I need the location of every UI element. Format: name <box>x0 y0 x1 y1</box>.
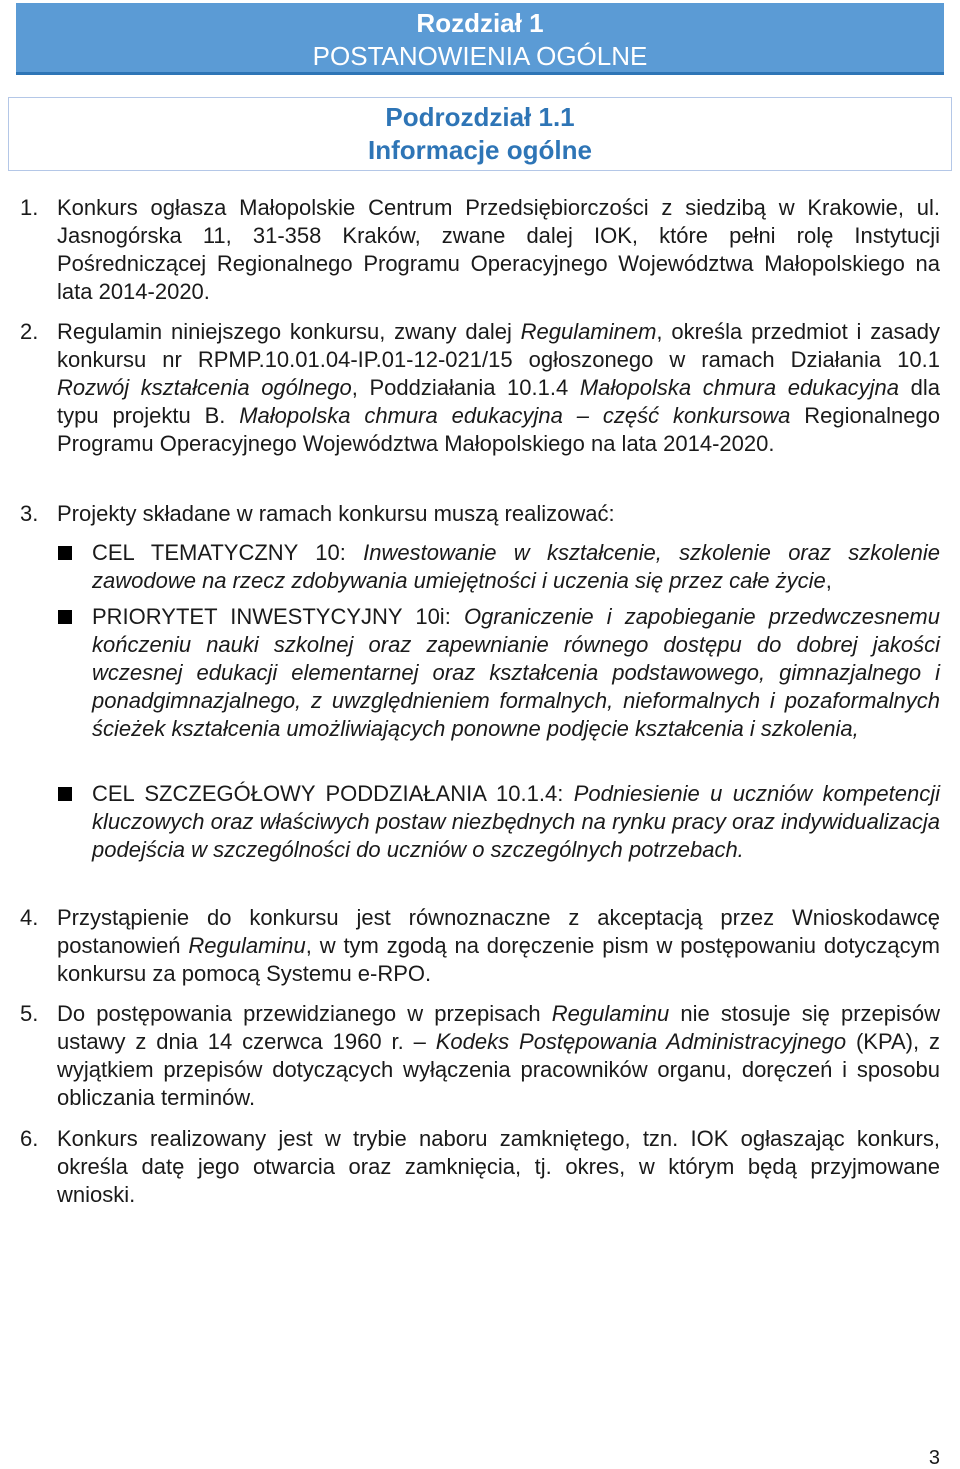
item-6-text: Konkurs realizowany jest w trybie naboru zamkniętego, tzn. IOK ogłaszając konkurs, określa datę jego otwarcia oraz zamknięcia, tj. okres, w którym będą przyjmowane wnioski. <box>57 1126 940 1207</box>
subchapter-header <box>8 97 952 171</box>
item-number: 4. <box>20 905 39 930</box>
square-bullet-icon <box>58 610 72 624</box>
square-bullet-icon <box>58 546 72 560</box>
item-2-text: Regulamin niniejszego konkursu, zwany dalej Regulaminem, określa przedmiot i zasady konkursu nr RPMP.10.01.04-IP.01-12-021/15 ogłoszonego w ramach Działania 10.1 Rozwój kształcenia ogólnego, Poddziałania 10.1.4 Małopolska chmura edukacyjna dla typu projektu B. Małopolska chmura edukacyjna – część konkursowa Regionalnego Programu Operacyjnego Województwa Małopolskiego na lata 2014-2020. <box>57 319 940 456</box>
item-3-text: Projekty składane w ramach konkursu muszą realizować: <box>57 501 615 526</box>
item-4-text: Przystąpienie do konkursu jest równoznaczne z akceptacją przez Wnioskodawcę postanowień Regulaminu, w tym zgodą na doręczenie pism w postępowaniu dotyczącym konkursu za pomocą Systemu e-RPO. <box>57 905 940 986</box>
chapter-header <box>16 3 944 75</box>
subchapter-title: Informacje ogólne <box>368 135 592 165</box>
bullet-priorytet: PRIORYTET INWESTYCYJNY 10i: Ograniczenie i zapobieganie przedwczesnemu kończeniu nauki szkolnej oraz zapewnianie równego dostępu do dobrej jakości wczesnej edukacji elementarnej oraz kształcenia podstawowego, gimnazjalnego i ponadgimnazjalnego, z uwzględnieniem formalnych, nieformalnych i pozaformalnych ścieżek kształcenia umożliwiających ponowne podjęcie kształcenia i szkolenia, <box>92 604 940 741</box>
item-number: 5. <box>20 1001 39 1026</box>
subchapter-number: Podrozdział 1.1 <box>385 102 575 132</box>
page-number: 3 <box>928 1447 940 1469</box>
item-5-text: Do postępowania przewidzianego w przepisach Regulaminu nie stosuje się przepisów ustawy z dnia 14 czerwca 1960 r. – Kodeks Postępowania Administracyjnego (KPA), z wyjątkiem przepisów dotyczących wyłączenia pracowników organu, doręczeń i sposobu obliczania terminów. <box>57 1001 940 1110</box>
item-number: 1. <box>20 195 39 220</box>
item-number: 6. <box>20 1126 39 1151</box>
chapter-number: Rozdział 1 <box>416 8 544 38</box>
square-bullet-icon <box>58 787 72 801</box>
item-number: 3. <box>20 501 39 526</box>
bullet-cel-szczegolowy: CEL SZCZEGÓŁOWY PODDZIAŁANIA 10.1.4: Podniesienie u uczniów kompetencji kluczowych oraz właściwych postaw niezbędnych na rynku pracy oraz indywidualizacja podejścia w szczególności do uczniów o szczególnych potrzebach. <box>92 781 940 862</box>
item-1-text: Konkurs ogłasza Małopolskie Centrum Przedsiębiorczości z siedzibą w Krakowie, ul. Jasnogórska 11, 31-358 Kraków, zwane dalej IOK, które pełni rolę Instytucji Pośredniczącej Regionalnego Programu Operacyjnego Województwa Małopolskiego na lata 2014-2020. <box>57 195 940 304</box>
bullet-cel-tematyczny: CEL TEMATYCZNY 10: Inwestowanie w kształcenie, szkolenie oraz szkolenie zawodowe na rzecz zdobywania umiejętności i uczenia się przez całe życie, <box>92 540 941 593</box>
chapter-title: POSTANOWIENIA OGÓLNE <box>312 41 648 71</box>
item-number: 2. <box>20 319 39 344</box>
